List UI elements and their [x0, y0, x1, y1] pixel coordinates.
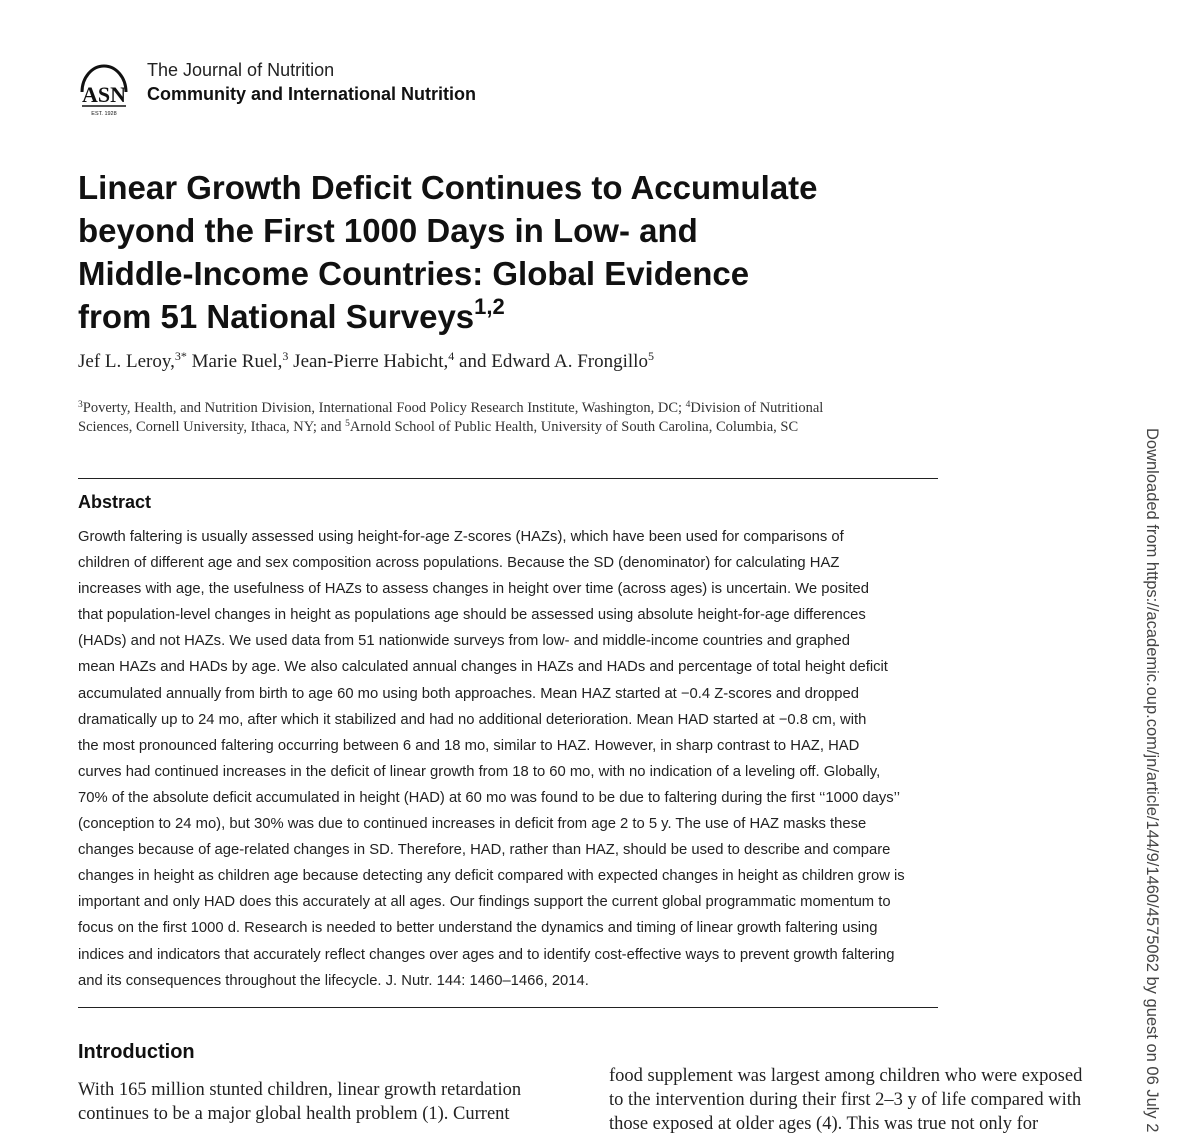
- author-affil-mark: 3*: [174, 349, 187, 363]
- abstract-bottom-rule: [78, 1007, 938, 1008]
- abstract-line: and its consequences throughout the lifecycle. J. Nutr. 144: 1460–1466, 2014.: [78, 972, 589, 989]
- abstract-line: increases with age, the usefulness of HAZs to assess changes in height over time (across ages) is uncertain. We posited: [78, 581, 869, 598]
- body-column-right: [609, 1064, 1109, 1136]
- article-title: [78, 166, 978, 338]
- abstract-line: important and only HAD does this accurately at all ages. Our findings support the current global programmatic momentum to: [78, 894, 891, 911]
- abstract-line: that population-level changes in height as populations age should be assessed using absolute height-for-age differences: [78, 607, 866, 624]
- abstract-line: the most pronounced faltering occurring between 6 and 18 mo, similar to HAZ. However, in sharp contrast to HAZ, HAD: [78, 737, 860, 754]
- title-line-text: from 51 National Surveys: [78, 298, 475, 335]
- journal-section: Community and International Nutrition: [147, 84, 476, 104]
- author-affil-mark: 5: [647, 349, 654, 363]
- abstract-line: changes because of age-related changes in SD. Therefore, HAD, rather than HAZ, should be used to describe and compare: [78, 842, 891, 859]
- logo-text: ASN: [81, 82, 127, 107]
- affil-mark: 3: [78, 400, 83, 410]
- logo-est-text: EST. 1928: [91, 111, 117, 117]
- title-line-last: [78, 295, 978, 338]
- author-affil-mark: 3: [282, 349, 289, 363]
- abstract-line: mean HAZs and HADs by age. We also calculated annual changes in HAZs and HADs and percentage of total height deficit: [78, 659, 888, 676]
- author-name: Marie Ruel,: [191, 351, 283, 372]
- affiliation-line: [78, 399, 958, 418]
- body-line: food supplement was largest among children who were exposed: [609, 1066, 1083, 1086]
- author-name: Jean-Pierre Habicht,: [293, 351, 449, 372]
- title-footnote-marks: 1,2: [474, 294, 505, 319]
- abstract-top-rule: [78, 478, 938, 479]
- download-watermark: Downloaded from https://academic.oup.com/jn/article/144/9/1460/4575062 by guest on 06 July 2: [1143, 428, 1161, 1133]
- abstract-line: Growth faltering is usually assessed using height-for-age Z-scores (HAZs), which have been used for comparisons of: [78, 529, 844, 545]
- body-line: continues to be a major global health problem (1). Current: [78, 1104, 510, 1124]
- affil-text: Sciences, Cornell University, Ithaca, NY; and: [78, 419, 346, 435]
- abstract-line: indices and indicators that accurately reflect changes over ages and to identify cost-effective ways to prevent growth faltering: [78, 946, 895, 963]
- author-list: [78, 351, 654, 373]
- body-column-left: [78, 1078, 578, 1126]
- author-name: and Edward A. Frongillo: [459, 351, 648, 372]
- introduction-heading: Introduction: [78, 1041, 195, 1063]
- title-line: Middle-Income Countries: Global Evidence: [78, 255, 750, 292]
- abstract-line: 70% of the absolute deficit accumulated in height (HAD) at 60 mo was found to be due to faltering during the first ‘‘1000 days’’: [78, 789, 900, 806]
- abstract-line: curves had continued increases in the deficit of linear growth from 18 to 60 mo, with no indication of a leveling off. Globally,: [78, 763, 881, 780]
- journal-name: The Journal of Nutrition: [147, 60, 335, 80]
- title-line: Linear Growth Deficit Continues to Accumulate: [78, 169, 818, 206]
- abstract-heading: Abstract: [78, 492, 152, 512]
- body-line: With 165 million stunted children, linear growth retardation: [78, 1080, 522, 1100]
- affil-mark: 4: [685, 400, 691, 410]
- abstract-line: dramatically up to 24 mo, after which it stabilized and had no additional deterioration. Mean HAD started at −0.8 cm, with: [78, 711, 867, 728]
- asn-seal-logo: [76, 62, 132, 122]
- affil-mark: 5: [345, 419, 350, 429]
- affiliations: [78, 399, 958, 437]
- title-line: beyond the First 1000 Days in Low- and: [78, 212, 698, 249]
- body-line: those exposed at older ages (4). This was true not only for: [609, 1114, 1039, 1134]
- affiliation-line: [78, 418, 958, 437]
- affil-text: Division of Nutritional: [690, 400, 824, 416]
- affil-text: Poverty, Health, and Nutrition Division, International Food Policy Research Institute, Washington, DC;: [82, 400, 686, 416]
- affil-text: Arnold School of Public Health, University of South Carolina, Columbia, SC: [349, 419, 799, 435]
- author-affil-mark: 4: [448, 349, 455, 363]
- abstract-line: focus on the first 1000 d. Research is needed to better understand the dynamics and timing of linear growth faltering using: [78, 920, 878, 937]
- abstract-line: (HADs) and not HAZs. We used data from 51 nationwide surveys from low- and middle-income countries and graphed: [78, 633, 850, 650]
- body-line: to the intervention during their first 2–3 y of life compared with: [609, 1090, 1082, 1110]
- abstract-line: changes in height as children age because detecting any deficit compared with expected changes in height as children grow is: [78, 868, 905, 885]
- abstract-line: accumulated annually from birth to age 60 mo using both approaches. Mean HAZ started at −0.4 Z-scores and dropped: [78, 685, 859, 702]
- abstract-body: [78, 524, 938, 994]
- abstract-line: (conception to 24 mo), but 30% was due to continued increases in deficit from age 2 to 5 y. The use of HAZ masks these: [78, 816, 867, 833]
- author-name: Jef L. Leroy,: [78, 351, 175, 372]
- abstract-line: children of different age and sex composition across populations. Because the SD (denominator) for calculating HAZ: [78, 555, 840, 572]
